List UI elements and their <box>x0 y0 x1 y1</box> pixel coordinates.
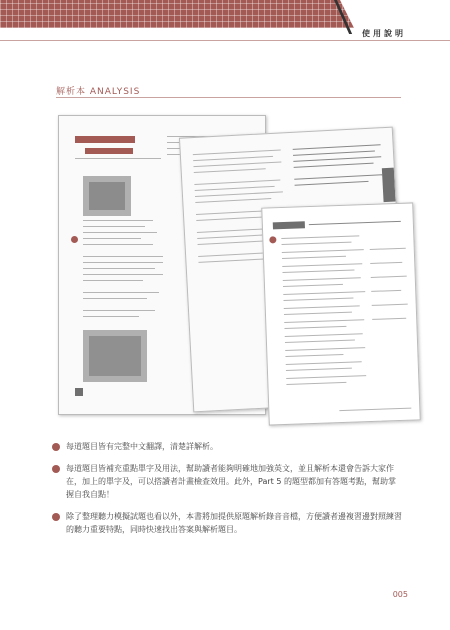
chapter-header-label: 使用說明 <box>362 29 406 38</box>
bullet-item <box>52 462 402 501</box>
page-tab-label <box>75 136 135 143</box>
bullet-marker-icon <box>52 443 60 451</box>
header-band-cutout <box>340 0 450 28</box>
bullet-item <box>52 510 402 536</box>
bullet-marker-icon <box>52 513 60 521</box>
bullet-text: 每道題目皆補充重點單字及用法，幫助讀者能夠明確地加強英文，並且解析本還會告訴大家作在，加上的單字及，可以搭讀者計畫檢查效用。此外，Part 5 的題型都加有答題考點，幫助掌握自我自點！ <box>66 464 396 499</box>
page-subtab-label <box>85 148 133 154</box>
callout-marker-2 <box>269 236 276 243</box>
callout-marker-1 <box>71 236 78 243</box>
page-number: 005 <box>392 590 408 599</box>
page-side-tab <box>382 168 396 203</box>
page-tag-block <box>273 221 305 229</box>
bullet-marker-icon <box>52 465 60 473</box>
sample-page-right <box>261 202 421 425</box>
feature-bullet-list <box>52 440 402 545</box>
qr-code <box>75 388 83 396</box>
bullet-text: 除了整理聽力模擬試題也看以外，本書將加提供原題解析錄音音檔，方便讀者邊複習邊對照練習的聽力重要特點，同時快速找出答案與解析題目。 <box>66 512 402 534</box>
section-divider <box>56 97 401 98</box>
bullet-text: 每道題目皆有完整中文翻譯，清楚詳解析。 <box>66 442 218 451</box>
header-divider <box>0 40 450 41</box>
bullet-item <box>52 440 402 453</box>
section-title: 解析本 ANALYSIS <box>56 87 141 97</box>
